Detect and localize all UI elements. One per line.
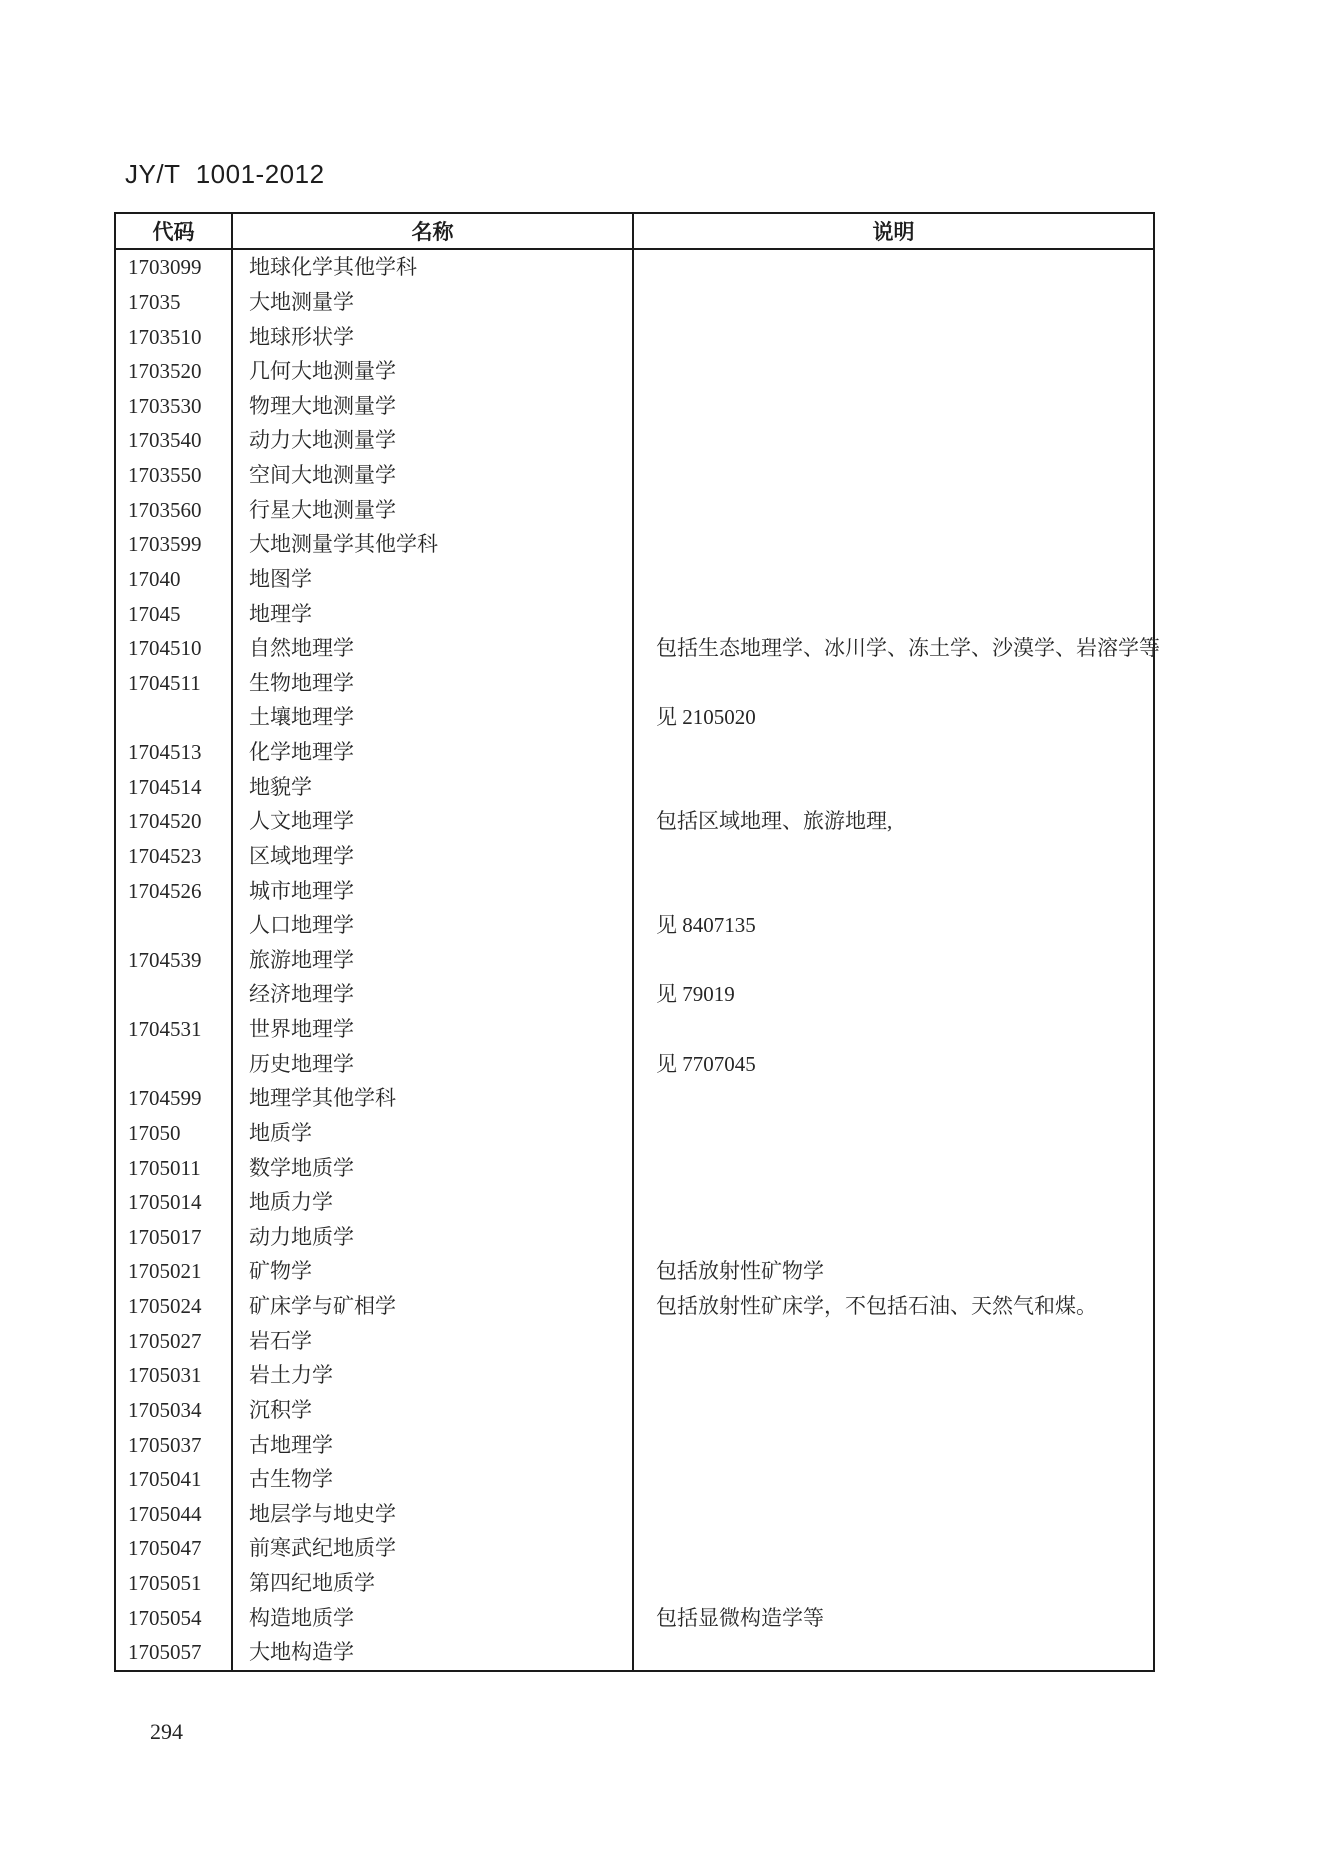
code-cell: 1705021 <box>128 1259 202 1284</box>
name-cell: 地理学 <box>231 596 632 631</box>
note-cell <box>632 1462 1153 1497</box>
name-cell: 大地测量学其他学科 <box>231 527 632 562</box>
note-cell: 见 8407135 <box>632 908 1153 943</box>
table-row <box>116 492 1153 527</box>
code-cell: 1703530 <box>128 393 202 418</box>
name-cell: 生物地理学 <box>231 666 632 701</box>
name-cell: 第四纪地质学 <box>231 1566 632 1601</box>
note-cell: 包括显微构造学等 <box>632 1600 1153 1635</box>
note-cell <box>632 1323 1153 1358</box>
name-cell: 人口地理学 <box>231 908 632 943</box>
code-cell: 1705047 <box>128 1536 202 1561</box>
code-cell: 1705017 <box>128 1224 202 1249</box>
name-cell: 岩石学 <box>231 1323 632 1358</box>
note-cell <box>632 1497 1153 1532</box>
name-cell: 动力地质学 <box>231 1220 632 1255</box>
note-cell: 包括生态地理学、冰川学、冻土学、沙漠学、岩溶学等 <box>632 631 1160 666</box>
table-row <box>116 1358 1153 1393</box>
note-cell: 包括区域地理、旅游地理, <box>632 804 1153 839</box>
note-cell <box>632 1012 1153 1047</box>
table-row <box>116 1393 1153 1428</box>
table-row <box>116 389 1153 424</box>
table-row <box>116 1323 1153 1358</box>
note-cell <box>632 1358 1153 1393</box>
table-row <box>116 1185 1153 1220</box>
table-row <box>116 527 1153 562</box>
code-cell: 1704526 <box>128 878 202 903</box>
note-cell <box>632 285 1153 320</box>
name-cell: 古地理学 <box>231 1427 632 1462</box>
code-cell: 1703510 <box>128 324 202 349</box>
table-row <box>116 319 1153 354</box>
name-cell: 经济地理学 <box>231 977 632 1012</box>
table-row <box>116 596 1153 631</box>
table-row <box>116 666 1153 701</box>
code-cell: 1705031 <box>128 1363 202 1388</box>
note-cell <box>632 354 1153 389</box>
name-cell: 动力大地测量学 <box>231 423 632 458</box>
table-row <box>116 839 1153 874</box>
code-cell <box>116 908 231 943</box>
table-row <box>116 873 1153 908</box>
table-row <box>116 1497 1153 1532</box>
name-cell: 地球化学其他学科 <box>231 250 632 285</box>
name-cell: 大地测量学 <box>231 285 632 320</box>
code-cell: 1704599 <box>128 1086 202 1111</box>
table-row <box>116 1462 1153 1497</box>
table-row <box>116 735 1153 770</box>
name-cell: 自然地理学 <box>231 631 632 666</box>
name-cell: 大地构造学 <box>231 1635 632 1670</box>
note-cell: 见 79019 <box>632 977 1153 1012</box>
code-cell: 1703599 <box>128 532 202 557</box>
code-cell: 1705041 <box>128 1467 202 1492</box>
note-cell <box>632 1566 1153 1601</box>
code-cell: 1703540 <box>128 428 202 453</box>
name-cell: 地质力学 <box>231 1185 632 1220</box>
name-cell: 物理大地测量学 <box>231 389 632 424</box>
code-cell: 1705054 <box>128 1605 202 1630</box>
name-cell: 前寒武纪地质学 <box>231 1531 632 1566</box>
note-cell <box>632 1185 1153 1220</box>
code-cell: 17040 <box>128 566 181 591</box>
name-cell: 空间大地测量学 <box>231 458 632 493</box>
name-cell: 世界地理学 <box>231 1012 632 1047</box>
name-cell: 化学地理学 <box>231 735 632 770</box>
code-cell: 1705057 <box>128 1640 202 1665</box>
note-cell <box>632 1116 1153 1151</box>
code-cell: 1704539 <box>128 947 202 972</box>
note-cell <box>632 666 1153 701</box>
note-cell <box>632 596 1153 631</box>
table-row <box>116 1150 1153 1185</box>
standard-number: JY/T 1001-2012 <box>125 159 325 189</box>
code-cell: 1704523 <box>128 843 202 868</box>
code-cell: 1705034 <box>128 1397 202 1422</box>
table-row <box>116 1635 1153 1670</box>
note-cell <box>632 943 1153 978</box>
code-cell: 17035 <box>128 289 181 314</box>
note-cell <box>632 527 1153 562</box>
code-cell: 1705027 <box>128 1328 202 1353</box>
name-cell: 沉积学 <box>231 1393 632 1428</box>
note-cell <box>632 873 1153 908</box>
name-cell: 数学地质学 <box>231 1150 632 1185</box>
code-cell: 1704514 <box>128 774 202 799</box>
table-row <box>116 285 1153 320</box>
note-cell: 包括放射性矿物学 <box>632 1254 1153 1289</box>
table-row <box>116 354 1153 389</box>
note-cell <box>632 769 1153 804</box>
name-cell: 地球形状学 <box>231 319 632 354</box>
name-cell: 岩土力学 <box>231 1358 632 1393</box>
code-cell: 1705037 <box>128 1432 202 1457</box>
table-row <box>116 1254 1153 1289</box>
table-row <box>116 631 1160 666</box>
table-row <box>116 1220 1153 1255</box>
table-row <box>116 1289 1153 1324</box>
note-cell: 包括放射性矿床学，不包括石油、天然气和煤。 <box>632 1289 1153 1324</box>
code-cell: 1703099 <box>128 255 202 280</box>
name-cell: 区域地理学 <box>231 839 632 874</box>
name-cell: 旅游地理学 <box>231 943 632 978</box>
note-cell <box>632 319 1153 354</box>
table-row <box>116 1427 1153 1462</box>
note-cell <box>632 1220 1153 1255</box>
name-cell: 几何大地测量学 <box>231 354 632 389</box>
note-cell <box>632 458 1153 493</box>
code-cell: 17050 <box>128 1120 181 1145</box>
code-cell <box>116 977 231 1012</box>
table-row <box>116 769 1153 804</box>
name-cell: 古生物学 <box>231 1462 632 1497</box>
code-cell: 1704513 <box>128 740 202 765</box>
note-cell <box>632 389 1153 424</box>
code-cell <box>116 1046 231 1081</box>
note-cell <box>632 423 1153 458</box>
note-cell <box>632 735 1153 770</box>
table-row <box>116 1081 1153 1116</box>
note-cell <box>632 1150 1153 1185</box>
note-cell <box>632 1427 1153 1462</box>
code-cell: 1704510 <box>128 636 202 661</box>
table-row <box>116 458 1153 493</box>
table-row <box>116 562 1153 597</box>
name-cell: 矿床学与矿相学 <box>231 1289 632 1324</box>
note-cell: 见 2105020 <box>632 700 1153 735</box>
note-cell <box>632 250 1153 285</box>
note-cell <box>632 1531 1153 1566</box>
note-cell <box>632 492 1153 527</box>
table-row <box>116 977 1153 1012</box>
table-row <box>116 943 1153 978</box>
table-header-row <box>116 214 1153 250</box>
table-row <box>116 1116 1153 1151</box>
table-row <box>116 1600 1153 1635</box>
code-cell: 1703520 <box>128 359 202 384</box>
name-cell: 地质学 <box>231 1116 632 1151</box>
note-cell <box>632 1081 1153 1116</box>
code-cell: 1705051 <box>128 1571 202 1596</box>
name-cell: 地图学 <box>231 562 632 597</box>
note-cell <box>632 839 1153 874</box>
name-cell: 地貌学 <box>231 769 632 804</box>
name-cell: 构造地质学 <box>231 1600 632 1635</box>
table-row <box>116 804 1153 839</box>
code-cell: 1703550 <box>128 463 202 488</box>
code-cell: 1703560 <box>128 497 202 522</box>
code-cell: 17045 <box>128 601 181 626</box>
code-cell: 1705024 <box>128 1294 202 1319</box>
name-cell: 土壤地理学 <box>231 700 632 735</box>
name-cell: 矿物学 <box>231 1254 632 1289</box>
name-cell: 历史地理学 <box>231 1046 632 1081</box>
table-row <box>116 1566 1153 1601</box>
table-row <box>116 423 1153 458</box>
name-cell: 行星大地测量学 <box>231 492 632 527</box>
code-cell: 1704520 <box>128 809 202 834</box>
note-cell <box>632 1393 1153 1428</box>
header-code: 代码 <box>152 221 195 244</box>
name-cell: 地理学其他学科 <box>231 1081 632 1116</box>
table-row <box>116 908 1153 943</box>
note-cell: 见 7707045 <box>632 1046 1153 1081</box>
name-cell: 地层学与地史学 <box>231 1497 632 1532</box>
table-body <box>116 250 1160 1670</box>
table-row <box>116 250 1153 285</box>
code-cell: 1704511 <box>128 670 201 695</box>
classification-table <box>114 212 1160 1672</box>
code-cell: 1705011 <box>128 1155 201 1180</box>
note-cell <box>632 562 1153 597</box>
table-row <box>116 1046 1153 1081</box>
name-cell: 人文地理学 <box>231 804 632 839</box>
name-cell: 城市地理学 <box>231 873 632 908</box>
header-name: 名称 <box>231 214 632 248</box>
table-row <box>116 1012 1153 1047</box>
code-cell <box>116 700 231 735</box>
header-note: 说明 <box>632 214 1153 248</box>
page-number: 294 <box>150 1719 183 1744</box>
note-cell <box>632 1635 1153 1670</box>
table-row <box>116 1531 1153 1566</box>
code-cell: 1705014 <box>128 1190 202 1215</box>
code-cell: 1704531 <box>128 1017 202 1042</box>
code-cell: 1705044 <box>128 1501 202 1526</box>
table-row <box>116 700 1153 735</box>
